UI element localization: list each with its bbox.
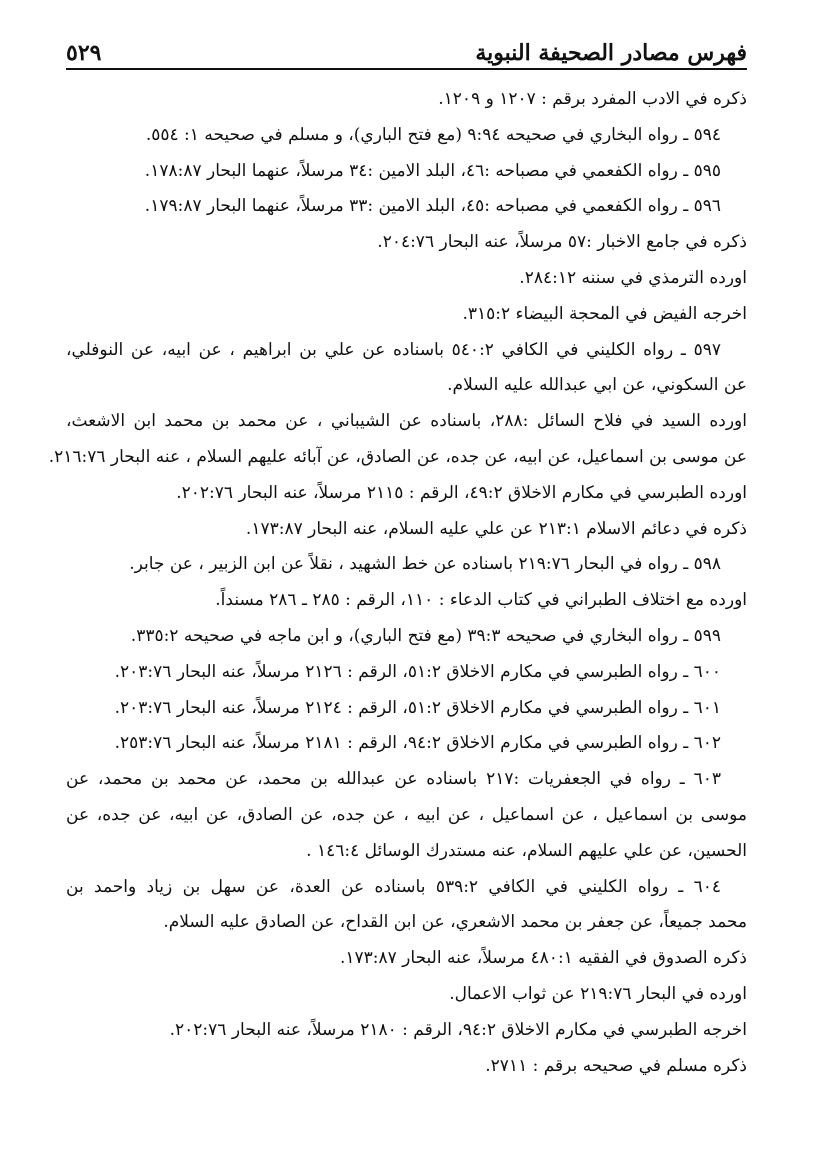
text-line: ذكره في جامع الاخبار :٥٧ مرسلاً، عنه البحار ٢٠٤:٧٦. bbox=[377, 232, 747, 253]
text-line: اورده مع اختلاف الطبراني في كتاب الدعاء : ١١٠، الرقم : ٢٨٥ ـ ٢٨٦ مسنداً. bbox=[215, 590, 747, 611]
text-line: ذكره الصدوق في الفقيه ٤٨٠:١ مرسلاً، عنه البحار ١٧٣:٨٧. bbox=[339, 948, 747, 969]
page-number: ٥٢٩ bbox=[66, 40, 102, 66]
text-line: ٦٠٤ ـ رواه الكليني في الكافي ٥٣٩:٢ باسناده عن العدة، عن سهل بن زياد واحمد بن bbox=[66, 876, 721, 897]
text-line: ٦٠١ ـ رواه الطبرسي في مكارم الاخلاق ٥١:٢، الرقم : ٢١٢٤ مرسلاً، عنه البحار ٢٠٣:٧٦. bbox=[114, 697, 721, 718]
text-line: ٥٩٦ ـ رواه الكفعمي في مصباحه :٤٥، البلد الامين :٣٣ مرسلاً، عنهما البحار ١٧٩:٨٧. bbox=[144, 196, 721, 217]
text-line: اخرجه الفيض في المحجة البيضاء ٣١٥:٢. bbox=[462, 303, 747, 324]
text-line: ٥٩٤ ـ رواه البخاري في صحيحه ٩:٩٤ (مع فتح الباري)، و مسلم في صحيحه ١: ٥٥٤. bbox=[145, 124, 721, 145]
text-line: اورده الطبرسي في مكارم الاخلاق ٤٩:٢، الرقم : ٢١١٥ مرسلاً، عنه البحار ٢٠٢:٧٦. bbox=[176, 482, 747, 503]
text-line: موسى بن اسماعيل ، عن اسماعيل ، عن ابيه ، عن جده، عن الصادق، عن ابيه، عن جده، عن bbox=[66, 804, 747, 825]
text-line: ٦٠٣ ـ رواه في الجعفريات :٢١٧ باسناده عن عبدالله بن محمد، عن محمد بن محمد، عن bbox=[66, 769, 722, 790]
text-line: عن موسى بن اسماعيل، عن ابيه، عن جده، عن الصادق، عن آبائه عليهم السلام ، عنه البحار ٢١٦:٧٦. bbox=[48, 446, 747, 467]
text-line: ذكره مسلم في صحيحه برقم : ٢٧١١. bbox=[485, 1055, 747, 1076]
text-line: اورده في البحار ٢١٩:٧٦ عن ثواب الاعمال. bbox=[449, 983, 747, 1004]
text-line: اورده السيد في فلاح السائل :٢٨٨، باسناده عن الشيباني ، عن محمد بن محمد ابن الاشعث، bbox=[66, 411, 747, 432]
text-line: ٦٠٠ ـ رواه الطبرسي في مكارم الاخلاق ٥١:٢، الرقم : ٢١٢٦ مرسلاً، عنه البحار ٢٠٣:٧٦. bbox=[114, 661, 721, 682]
text-line: ذكره في دعائم الاسلام ٢١٣:١ عن علي عليه السلام، عنه البحار ١٧٣:٨٧. bbox=[245, 518, 747, 539]
text-line: محمد جميعاً، عن جعفر بن محمد الاشعري، عن ابن القداح، عن الصادق عليه السلام. bbox=[163, 912, 747, 933]
text-line: ٥٩٨ ـ رواه في البحار ٢١٩:٧٦ باسناده عن خط الشهيد ، نقلاً عن ابن الزبير ، عن جابر. bbox=[129, 554, 721, 575]
text-line: ٥٩٩ ـ رواه البخاري في صحيحه ٣٩:٣ (مع فتح الباري)، و ابن ماجه في صحيحه ٣٣٥:٢. bbox=[130, 625, 721, 646]
text-line: عن السكوني، عن ابي عبدالله عليه السلام. bbox=[447, 375, 747, 396]
reference-list bbox=[48, 82, 747, 1084]
text-line: ٥٩٥ ـ رواه الكفعمي في مصباحه :٤٦، البلد الامين :٣٤ مرسلاً، عنهما البحار ١٧٨:٨٧. bbox=[144, 160, 721, 181]
text-line: اورده الترمذي في سننه ٢٨٤:١٢. bbox=[519, 267, 747, 288]
page-title: فهرس مصادر الصحيفة النبوية bbox=[475, 40, 747, 66]
text-line: ٥٩٧ ـ رواه الكليني في الكافي ٥٤٠:٢ باسناده عن علي بن ابراهيم ، عن ابيه، عن النوفلي، bbox=[66, 339, 721, 360]
text-line: اخرجه الطبرسي في مكارم الاخلاق ٩٤:٢، الرقم : ٢١٨٠ مرسلاً، عنه البحار ٢٠٢:٧٦. bbox=[169, 1019, 747, 1040]
text-line: ذكره في الادب المفرد برقم : ١٢٠٧ و ١٢٠٩. bbox=[438, 89, 747, 109]
text-line: ٦٠٢ ـ رواه الطبرسي في مكارم الاخلاق ٩٤:٢، الرقم : ٢١٨١ مرسلاً، عنه البحار ٢٥٣:٧٦. bbox=[114, 733, 721, 754]
page-header bbox=[66, 30, 747, 70]
text-line: الحسين، عن علي عليهم السلام، عنه مستدرك الوسائل ١٤٦:٤ . bbox=[306, 840, 747, 861]
